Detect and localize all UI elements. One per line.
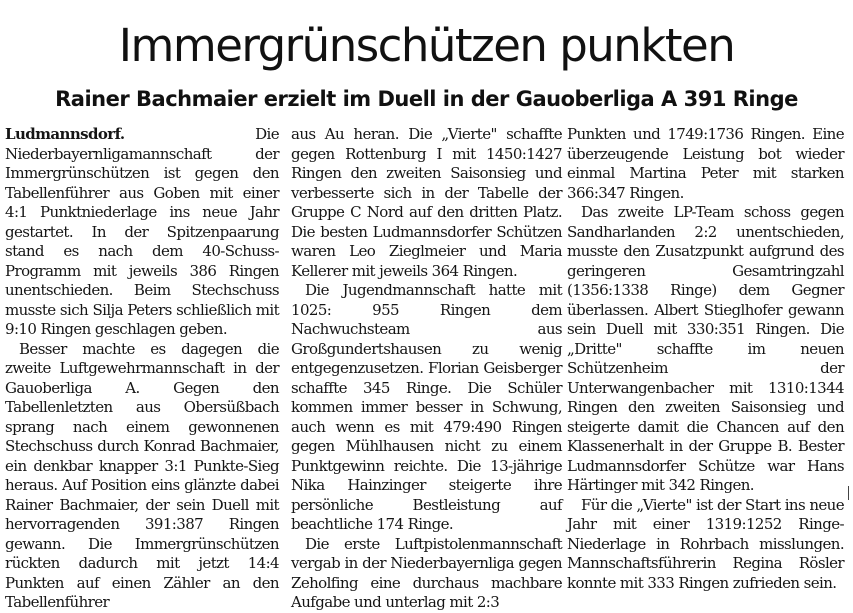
subheadline: Rainer Bachmaier erzielt im Duell in der Gauoberliga A 391 Ringe: [55, 87, 798, 111]
article-column-1: [5, 125, 279, 613]
paragraph: [5, 125, 279, 340]
paragraph-text: Die Niederbayernligamannschaft der Immergrünschützen ist gegen den Tabellenführer aus Goben mit einer 4:1 Punktniederlage ins neue Jahr gestartet. In der Spitzenpaarung stand es nach dem 40-Schuss-Programm mit jeweils 386 Ringen unentschieden. Beim Stechschuss musste sich Silja Peters schließlich mit 9:10 Ringen geschlagen geben.: [5, 125, 279, 338]
article-column-2: [291, 125, 562, 613]
scan-mark: [848, 486, 849, 500]
paragraph: Das zweite LP-Team schoss gegen Sandharlanden 2:2 unentschieden, musste den Zusatzpunkt aufgrund des geringeren Gesamtringzahl (1356:1338 Ringe) dem Gegner überlassen. Albert Stieglhofer gewann sein Duell mit 330:351 Ringen. Die „Dritte" schaffte im neuen Schützenheim der Unterwangenbacher mit 1310:1344 Ringen den zweiten Saisonsieg und steigerte damit die Chancen auf den Klassenerhalt in der Gruppe B. Bester Ludmannsdorfer Schütze war Hans Härtinger mit 342 Ringen.: [567, 203, 844, 494]
paragraph: Für die „Vierte" ist der Start ins neue Jahr mit einer 1319:1252 Ringe-Niederlage in Rohrbach misslungen. Mannschaftsführerin Regina Rösler konnte mit 333 Ringen zufrieden sein.: [567, 495, 844, 592]
paragraph: Punkten und 1749:1736 Ringen. Eine überzeugende Leistung bot wieder einmal Martina Peter mit starken 366:347 Ringen.: [567, 125, 844, 202]
article-column-3: [567, 125, 844, 593]
paragraph: Die erste Luftpistolenmannschaft vergab in der Niederbayernliga gegen Zeholfing eine durchaus machbare Aufgabe und unterlag mit 2:3: [291, 534, 562, 611]
paragraph: Die Jugendmannschaft hatte mit 1025: 955 Ringen dem Nachwuchsteam aus Großgundertshausen zu wenig entgegenzusetzen. Florian Geisberger schaffte 345 Ringe. Die Schüler kommen immer besser in Schwung, auch wenn es mit 479:490 Ringen gegen Mühlhausen nicht zu einem Punktgewinn reichte. Die 13-jährige Nika Hainzinger steigerte ihre persönliche Bestleistung auf beachtliche 174 Ringe.: [291, 281, 562, 533]
headline: Immergrünschützen punkten: [118, 19, 735, 72]
paragraph: Besser machte es dagegen die zweite Luftgewehrmannschaft in der Gauoberliga A. Gegen den Tabellenletzten aus Obersüßbach sprang nach einem gewonnenen Stechschuss durch Konrad Bachmaier, ein denkbar knapper 3:1 Punkte-Sieg heraus. Auf Position eins glänzte dabei Rainer Bachmaier, der sein Duell mit hervorragenden 391:387 Ringen gewann. Die Immergrünschützen rückten dadurch mit jetzt 14:4 Punkten auf einen Zähler an den Tabellenführer: [5, 339, 279, 611]
paragraph: aus Au heran. Die „Vierte" schaffte gegen Rottenburg I mit 1450:1427 Ringen den zweiten Saisonsieg und verbesserte sich in der Tabelle der Gruppe C Nord auf den dritten Platz. Die besten Ludmannsdorfer Schützen waren Leo Zieglmeier und Maria Kellerer mit jeweils 364 Ringen.: [291, 125, 562, 280]
dateline: Ludmannsdorf.: [5, 125, 125, 143]
